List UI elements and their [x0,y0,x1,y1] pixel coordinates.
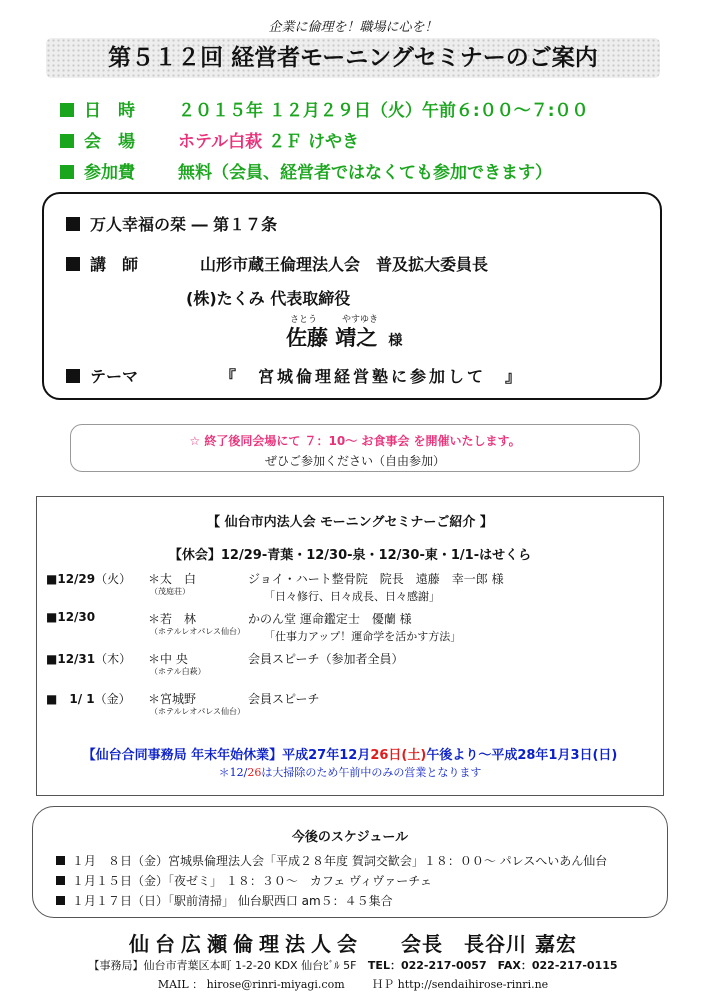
square-bullet-icon [56,876,65,885]
closed-notice: 【休会】12/29-青葉・12/30-泉・12/30-東・1/1-はせくら [168,548,532,563]
intro-row-speaker: ジョイ・ハート整骨院 院長 遠藤 幸一郎 様 [248,572,504,586]
intro-row-speaker: かのん堂 運命鑑定士 優蘭 様 [248,612,412,626]
schedule-item: １月１７日（日）「駅前清掃」 仙台駅西口 am５：４５集合 [56,892,393,909]
event-date-row [60,96,589,121]
intro-row-date: ■12/31（木） [46,652,132,666]
web-line [0,976,706,992]
speaker-org: 山形市蔵王倫理法人会 普及拡大委員長 [200,255,489,274]
intro-row-name: ＊中 央 [148,652,188,666]
event-venue-row [60,127,359,152]
date-label: 日 時 [84,101,135,121]
theme-value: 『 宮城倫理経営塾に参加して 』 [220,367,525,386]
square-bullet-icon [60,103,74,117]
speaker-ruby-given: やすゆき [342,315,379,325]
intro-row-date: ■ 1/ 1（金） [46,692,131,706]
article-row [66,212,277,235]
tel-fax: TEL：022-217-0057 FAX：022-217-0115 [367,959,618,972]
square-bullet-icon [66,217,80,231]
dinner-line1: ☆ 終了後同会場にて ７：10～ お食事会 を開催いたします。 [189,434,521,448]
speaker-label: 講 師 [90,255,139,274]
org-name: 仙台広瀬倫理法人会 [129,932,364,956]
intro-row-venue: （ホテルレオパレス仙台） [150,707,245,716]
office-address: 【事務局】仙台市青葉区本町 1-2-20 KDX 仙台ﾋﾞﾙ 5F [88,959,357,972]
page-title: 第５１２回 経営者モーニングセミナーのご案内 [46,38,660,78]
intro-row-date: ■12/30 [46,610,96,624]
speaker-name: 佐藤 靖之 [286,326,378,350]
article-text: 万人幸福の栞 ― 第１７条 [90,215,278,234]
speaker-name-block [286,322,402,352]
intro-row-venue: （ホテルレオパレス仙台） [150,627,245,636]
speaker-honorific: 様 [388,333,403,349]
venue-name: ホテル白萩 [178,132,263,152]
office-holiday-notice: 【仙台合同事務局 年末年始休業】平成27年12月26日(土)午後より～平成28年1月3日(日) [82,748,618,763]
speaker-ruby-family: さとう [290,315,318,325]
fee-value: 無料（会員、経営者ではなくても参加できます） [178,163,552,183]
dinner-line2: ぜひご参加ください（自由参加） [264,454,445,468]
square-bullet-icon [56,896,65,905]
square-bullet-icon [66,257,80,271]
intro-row-venue: （茂庭荘） [150,587,190,596]
org-chair: 会長 長谷川 嘉宏 [401,932,577,956]
homepage-url[interactable]: ＨＰ http://sendaihirose-rinri.ne [372,978,549,991]
square-bullet-icon [56,856,65,865]
schedule-title: 今後のスケジュール [291,830,409,845]
mail-address[interactable]: MAIL ： hirose@rinri-miyagi.com [157,978,345,991]
intro-row-date: ■12/29（火） [46,572,132,586]
square-bullet-icon [66,369,80,383]
schedule-item: １月１５日（金）「夜ゼミ」 １８：３０～ カフェ ヴィヴァーチェ [56,872,432,889]
tagline: 企業に倫理を！職場に心を！ [268,20,438,35]
square-bullet-icon [60,165,74,179]
theme-label: テーマ [90,367,139,386]
intro-row-name: ＊若 林 [148,612,197,626]
intro-row-venue: （ホテル白萩） [150,667,206,676]
venue-room: ２Ｆ けやき [268,132,359,152]
contact-line [0,957,706,973]
intro-row-name: ＊宮城野 [148,692,197,706]
event-fee-row [60,158,552,183]
intro-row-topic: 「日々修行、日々成長、日々感謝」 [264,590,440,603]
intro-title: 【 仙台市内法人会 モーニングセミナーご紹介 】 [207,515,493,530]
dinner-notice [70,424,640,472]
cleaning-notice: ＊12/26は大掃除のため午前中のみの営業となります [218,766,482,779]
schedule-item: １月 ８日（金）宮城県倫理法人会「平成２８年度 賀詞交歓会」１８：００～ パレスへいあん仙台 [56,852,607,869]
intro-row-name: ＊太 白 [148,572,197,586]
org-footer [0,928,706,957]
intro-row-speaker: 会員スピーチ（参加者全員） [248,652,404,666]
theme-row [66,364,524,387]
intro-row-speaker: 会員スピーチ [248,692,320,706]
venue-label: 会 場 [84,132,135,152]
fee-label: 参加費 [84,163,135,183]
intro-row-topic: 「仕事力アップ！運命学を活かす方法」 [264,630,462,643]
square-bullet-icon [60,134,74,148]
speaker-company: (株)たくみ 代表取締役 [186,289,351,308]
date-value: ２０１５年 １２月２９日（火）午前６:００～７:００ [178,101,589,121]
speaker-row [66,252,488,275]
